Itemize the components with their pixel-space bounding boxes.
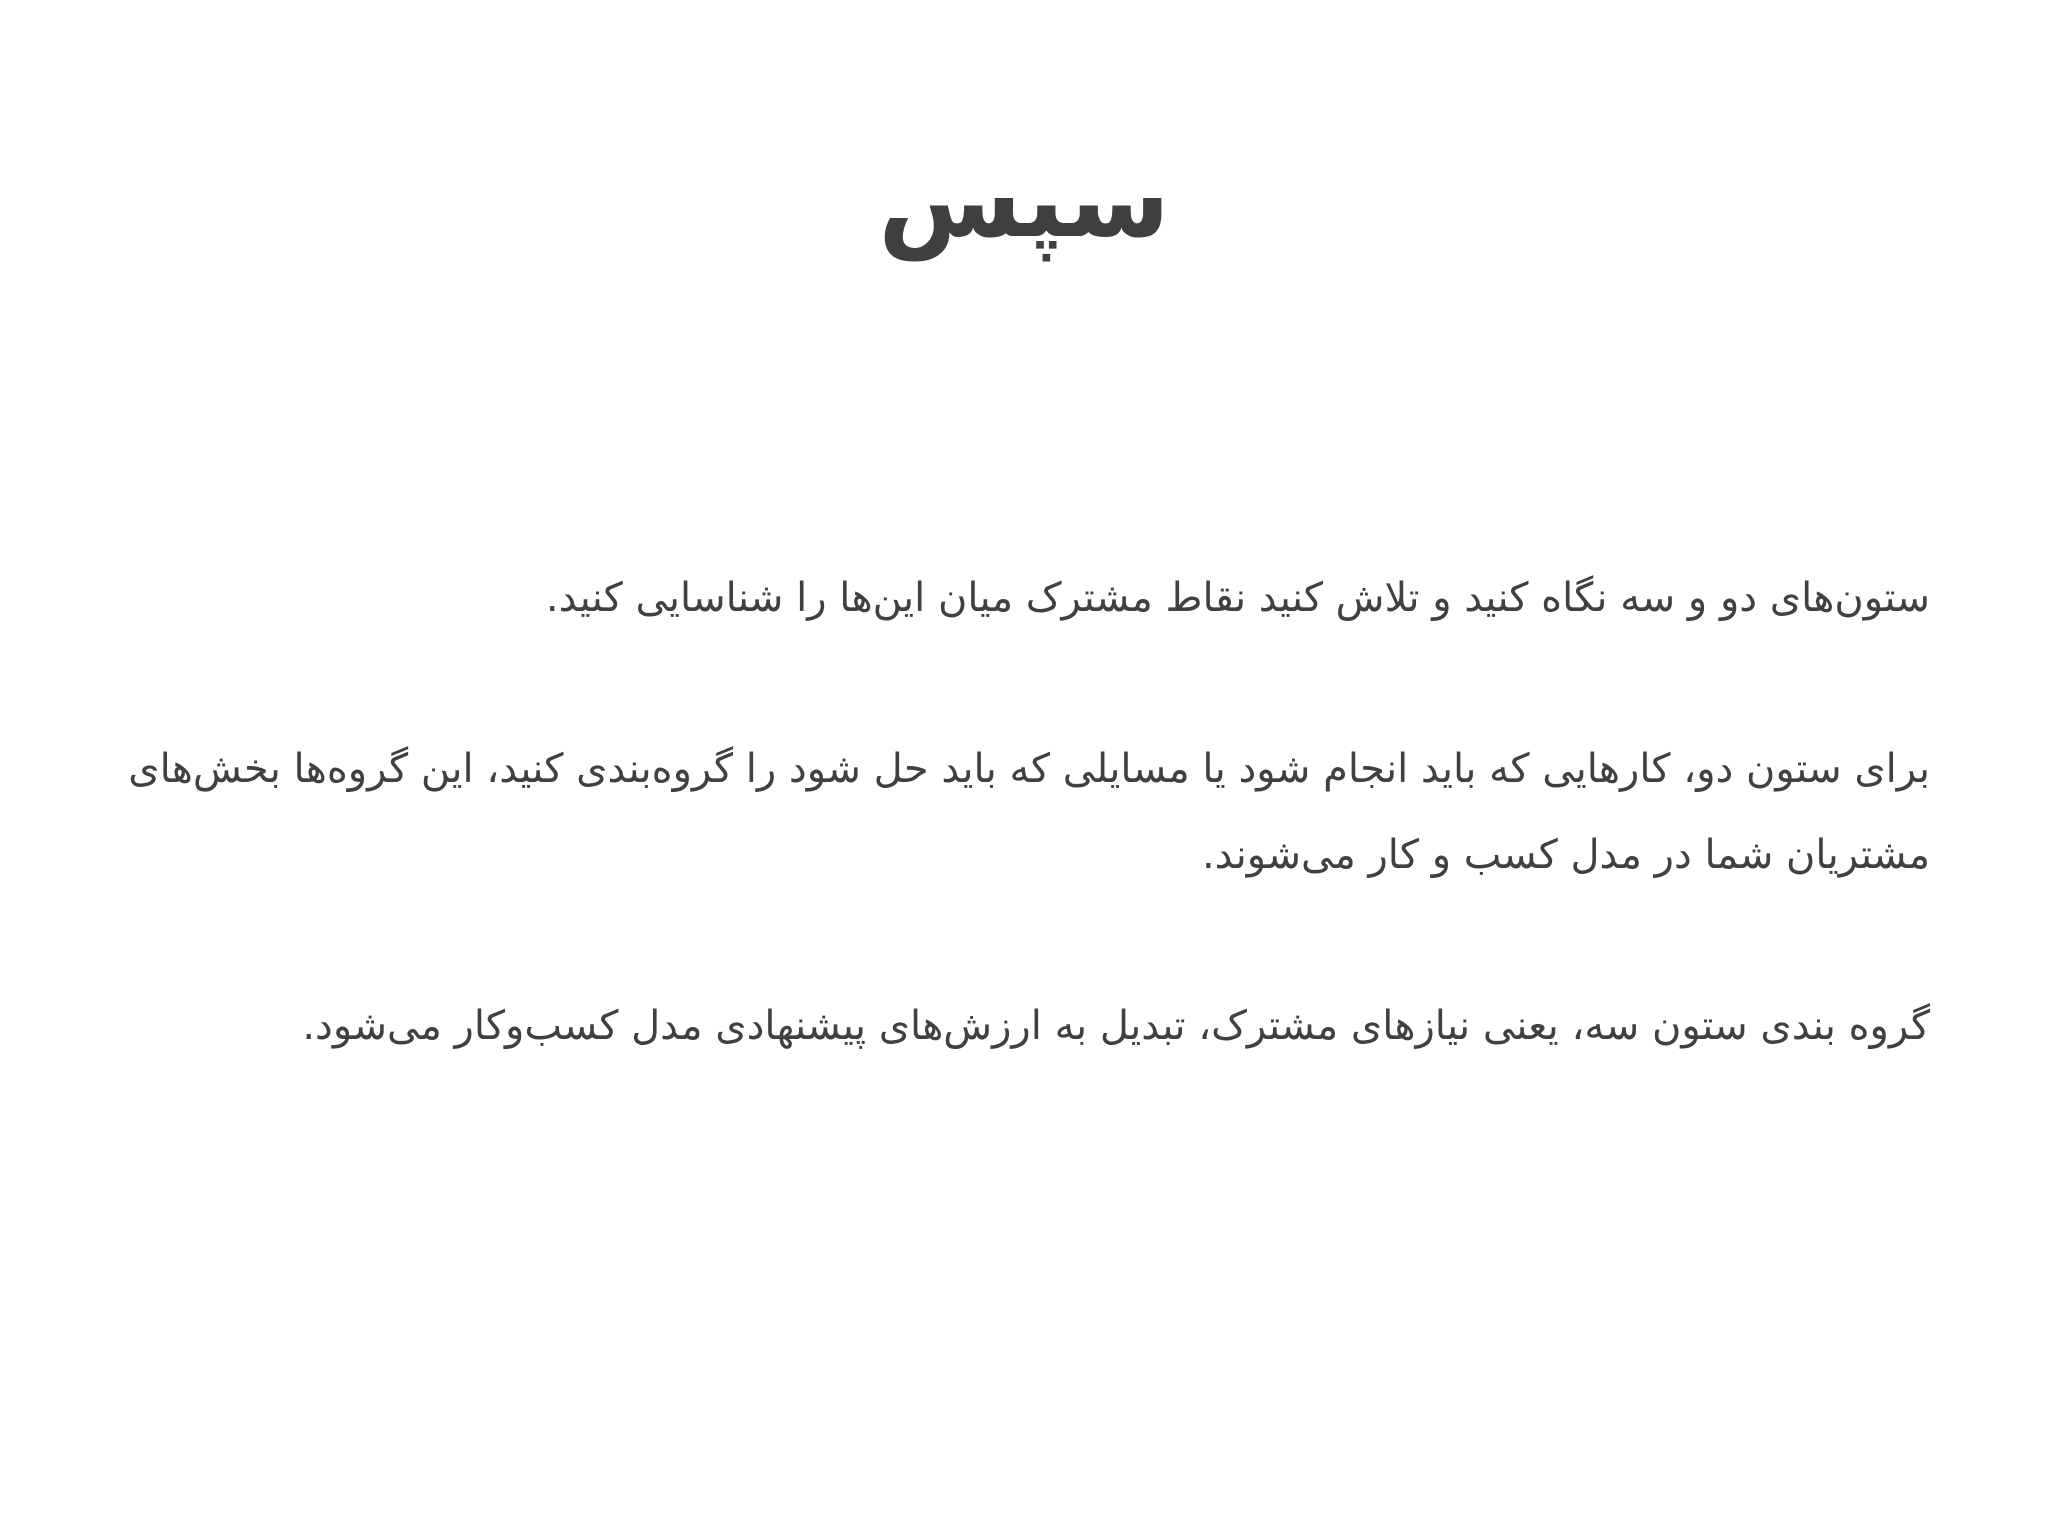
slide-title: سپس bbox=[878, 139, 1170, 261]
slide-body bbox=[100, 555, 1930, 1154]
body-paragraph-3: گروه بندی ستون سه، یعنی نیازهای مشترک، تبدیل به ارزش‌های پیشنهادی مدل کسب‌وکار می‌شود. bbox=[302, 1003, 1930, 1049]
body-paragraph-1: ستون‌های دو و سه نگاه کنید و تلاش کنید نقاط مشترک میان این‌ها را شناسایی کنید. bbox=[545, 575, 1930, 621]
body-paragraph-2: برای ستون دو، کارهایی که باید انجام شود یا مسایلی که باید حل شود را گروه‌بندی کنید، این گروه‌ها بخش‌های مشتریان شما در مدل کسب و کار می‌شوند. bbox=[128, 746, 1930, 878]
